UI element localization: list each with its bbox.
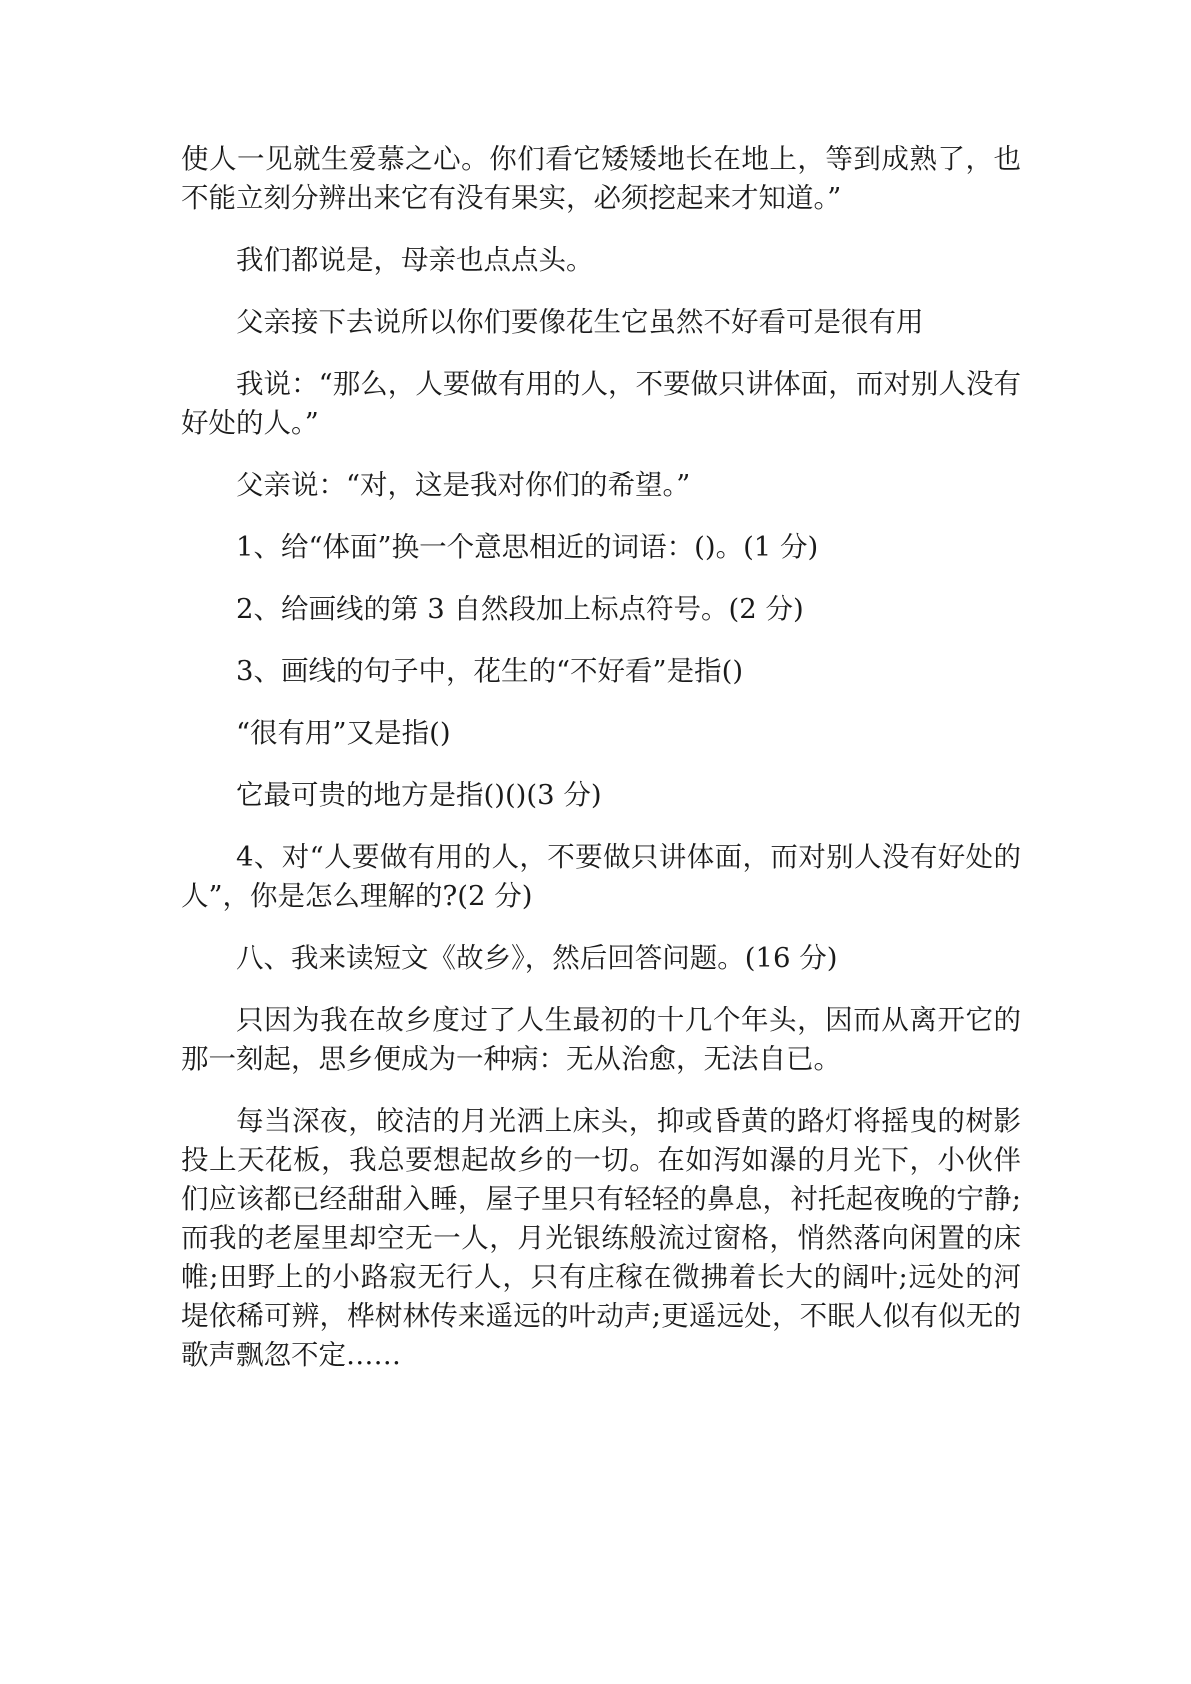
question-3-part-3: 它最可贵的地方是指()()(3 分)	[236, 779, 602, 811]
paragraph-4: 我说：“那么，人要做有用的人，不要做只讲体面，而对别人没有好处的人。”	[181, 368, 1021, 439]
question-1: 1、给“体面”换一个意思相近的词语：()。(1 分)	[236, 531, 819, 563]
paragraph-5: 父亲说：“对，这是我对你们的希望。”	[236, 469, 691, 501]
question-4: 4、对“人要做有用的人，不要做只讲体面，而对别人没有好处的人”，你是怎么理解的?(2 分)	[181, 841, 1021, 912]
passage-paragraph-2: 每当深夜，皎洁的月光洒上床头，抑或昏黄的路灯将摇曳的树影投上天花板，我总要想起故乡的一切。在如泻如瀑的月光下，小伙伴们应该都已经甜甜入睡，屋子里只有轻轻的鼻息，衬托起夜晚的宁静;而我的老屋里却空无一人，月光银练般流过窗格，悄然落向闲置的床帷;田野上的小路寂无行人，只有庄稼在微拂着长大的阔叶;远处的河堤依稀可辨，桦树林传来遥远的叶动声;更遥远处，不眠人似有似无的歌声飘忽不定……	[181, 1105, 1021, 1371]
section-heading: 八、我来读短文《故乡》，然后回答问题。(16 分)	[236, 942, 838, 974]
question-3-part-2: “很有用”又是指()	[236, 717, 451, 749]
paragraph-1: 使人一见就生爱慕之心。你们看它矮矮地长在地上，等到成熟了，也不能立刻分辨出来它有没有果实，必须挖起来才知道。”	[181, 143, 1021, 214]
document-body	[181, 140, 1021, 1398]
question-2: 2、给画线的第 3 自然段加上标点符号。(2 分)	[236, 593, 804, 625]
paragraph-2: 我们都说是，母亲也点点头。	[236, 244, 594, 276]
question-3: 3、画线的句子中，花生的“不好看”是指()	[236, 655, 744, 687]
passage-paragraph-1: 只因为我在故乡度过了人生最初的十几个年头，因而从离开它的那一刻起，思乡便成为一种病：无从治愈，无法自已。	[181, 1004, 1021, 1075]
paragraph-3: 父亲接下去说所以你们要像花生它虽然不好看可是很有用	[236, 306, 924, 338]
